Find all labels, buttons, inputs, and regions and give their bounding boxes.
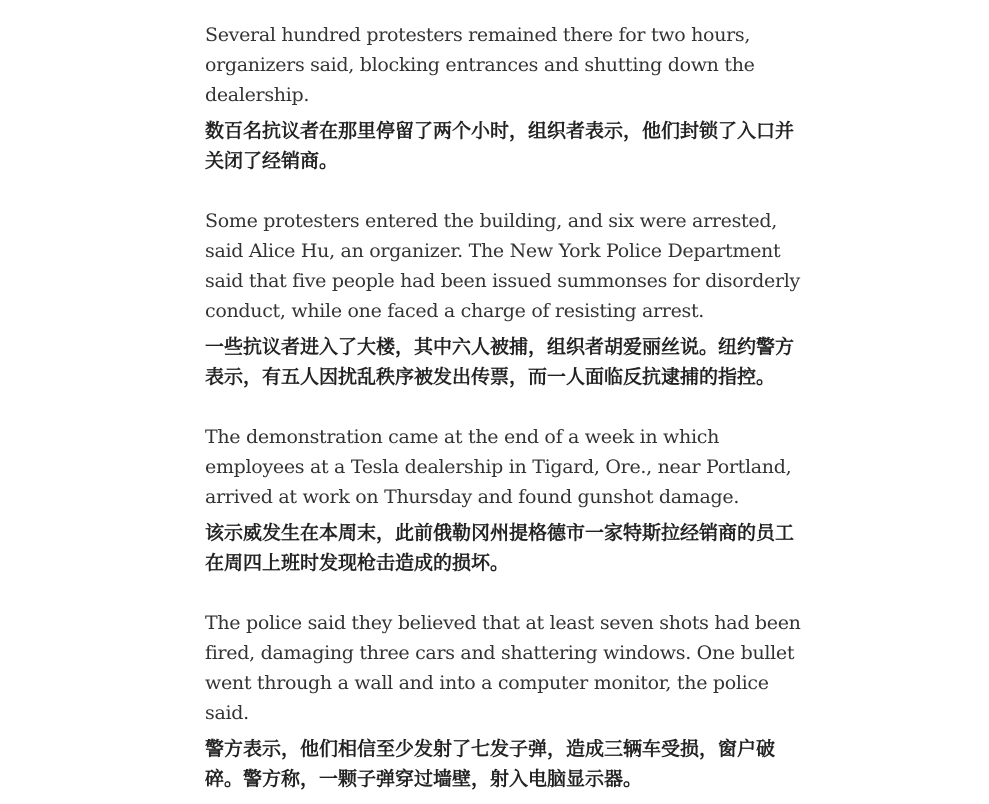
english-text: The demonstration came at the end of a week in which employees at a Tesla dealership in Tigard, Ore., near Portland, arrived at work on Thursday and found gunshot damage. <box>205 426 792 508</box>
paragraph-2 <box>205 206 805 392</box>
english-text: The police said they believed that at least seven shots had been fired, damaging three cars and shattering windows. One bullet went through a wall and into a computer monitor, the police said. <box>205 612 801 724</box>
english-text: Some protesters entered the building, and six were arrested, said Alice Hu, an organizer. The New York Police Department said that five people had been issued summonses for disorderly conduct, while one faced a charge of resisting arrest. <box>205 210 800 322</box>
article-body <box>205 20 805 794</box>
paragraph-3 <box>205 422 805 578</box>
chinese-translation: 该示威发生在本周末，此前俄勒冈州提格德市一家特斯拉经销商的员工在周四上班时发现枪击造成的损坏。 <box>205 522 795 574</box>
chinese-translation: 一些抗议者进入了大楼，其中六人被捕，组织者胡爱丽丝说。纽约警方表示，有五人因扰乱秩序被发出传票，而一人面临反抗逮捕的指控。 <box>205 336 795 388</box>
chinese-translation: 警方表示，他们相信至少发射了七发子弹，造成三辆车受损，窗户破碎。警方称，一颗子弹穿过墙壁，射入电脑显示器。 <box>205 738 776 790</box>
paragraph-1 <box>205 20 805 176</box>
chinese-translation: 数百名抗议者在那里停留了两个小时，组织者表示，他们封锁了入口并关闭了经销商。 <box>205 120 795 172</box>
english-text: Several hundred protesters remained there for two hours, organizers said, blocking entrances and shutting down the dealership. <box>205 24 755 106</box>
paragraph-4 <box>205 608 805 794</box>
